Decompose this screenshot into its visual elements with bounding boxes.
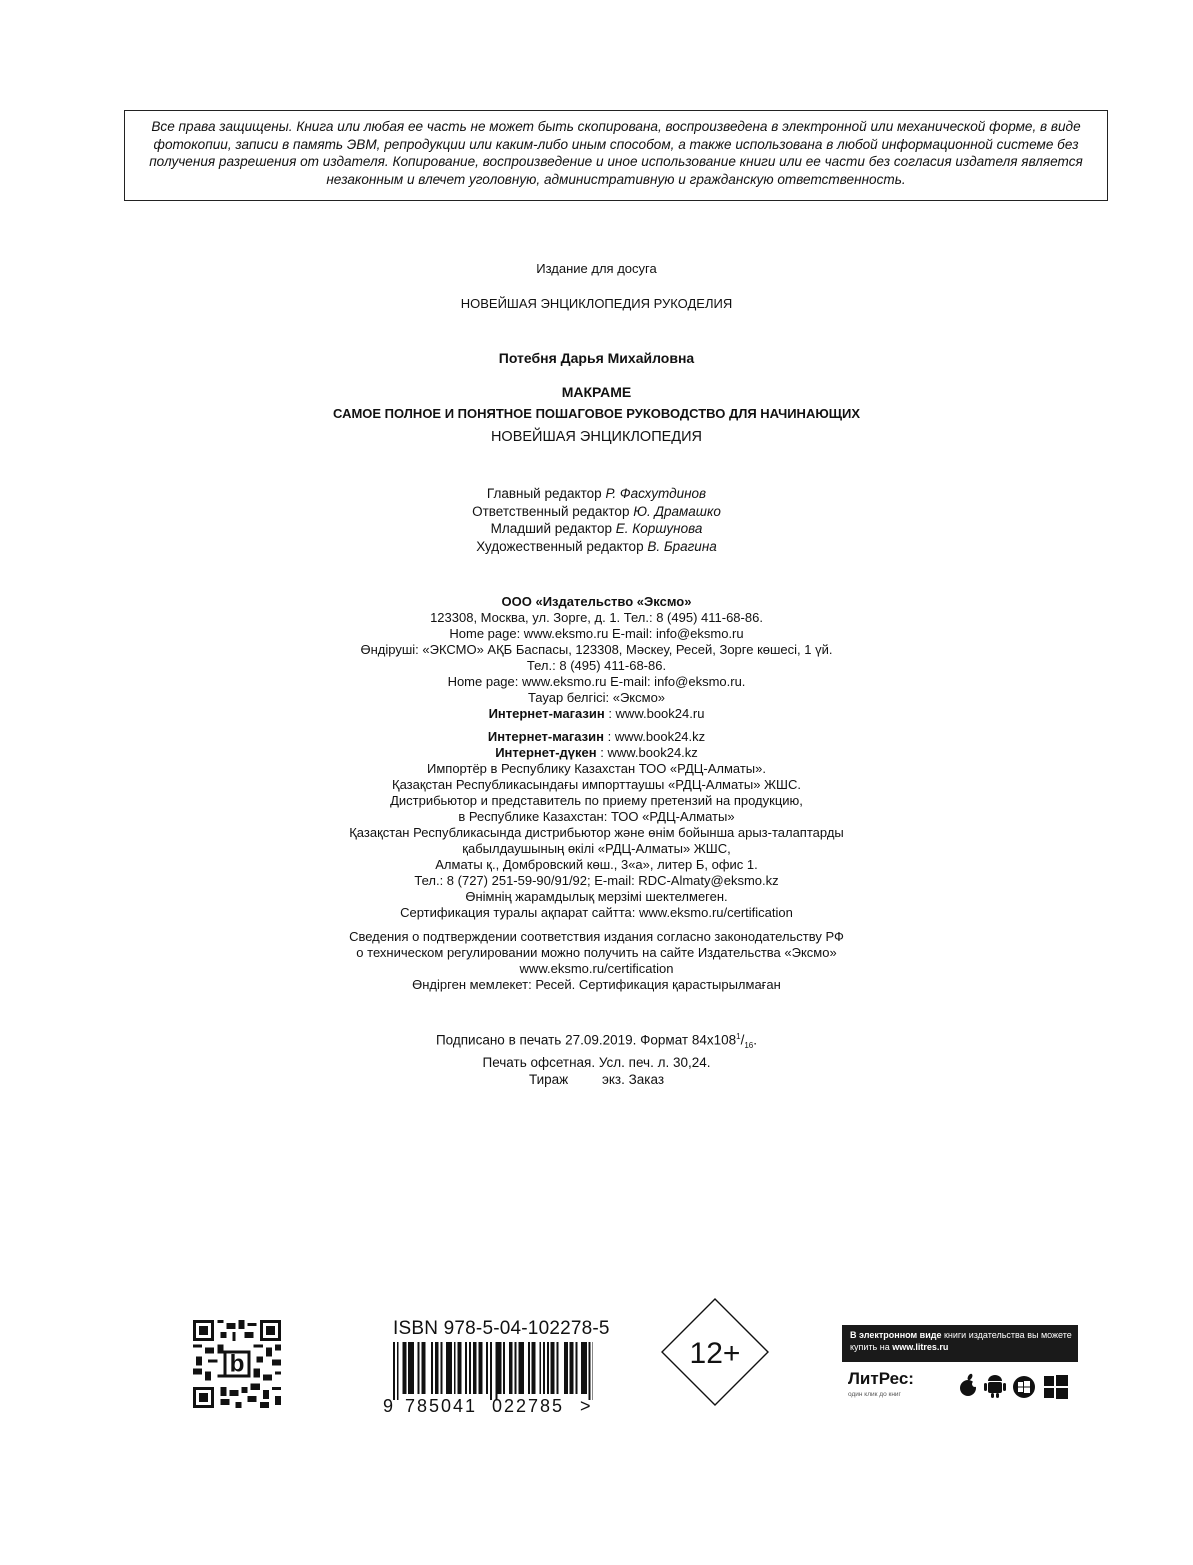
barcode-bar <box>403 1342 405 1394</box>
online-shop-ru: Интернет-магазин : www.book24.ru <box>488 706 705 721</box>
litres-logo: ЛитРес: <box>848 1369 914 1388</box>
barcode-bar <box>589 1342 591 1400</box>
platform-icons <box>956 1371 1074 1401</box>
barcode-bar <box>572 1342 574 1394</box>
barcode-bar <box>511 1342 513 1394</box>
barcode-bar <box>431 1342 433 1394</box>
editors-list <box>0 485 1193 555</box>
barcode-bar <box>556 1342 558 1394</box>
barcode-bar <box>460 1342 462 1394</box>
litres-promo: В электронном виде книги издательства вы можете купить на www.litres.ru <box>842 1325 1078 1362</box>
barcode-bar <box>543 1342 545 1394</box>
barcode-end-mark: > <box>580 1396 591 1414</box>
barcode-bar <box>393 1342 395 1400</box>
windows-icon <box>1044 1375 1068 1399</box>
barcode-bar <box>522 1342 524 1394</box>
barcode-bar <box>423 1342 425 1394</box>
barcode-bar <box>418 1342 420 1394</box>
barcode-bar <box>564 1342 566 1394</box>
editor-line: Главный редактор Р. Фасхутдинов <box>486 486 707 501</box>
barcode-bar <box>570 1342 572 1394</box>
publisher-name: ООО «Издательство «Эксмо» <box>501 594 692 609</box>
svg-text:b: b <box>229 1350 245 1378</box>
barcode-bar <box>441 1342 443 1394</box>
publisher-contacts: 123308, Москва, ул. Зорге, д. 1. Тел.: 8 (495) 411-68-86. Home page: www.eksmo.ru E-mail: info@eksmo.ru Өндіруші: «ЭКСМО» АҚБ Баспасы, 123308, Мәскеу, Ресей, Зорге көшесі, 1 үй. Тел.: 8 (495) 411-68-86. Home page: www.eksmo.ru E-mail: info@eksmo.ru. Тауар белгісі: «Эксмо» Интернет-магазин : www.book24.ru <box>0 610 1193 722</box>
barcode-bar <box>566 1342 568 1394</box>
barcode-bar <box>585 1342 587 1394</box>
barcode-bar <box>410 1342 412 1394</box>
barcode-bar <box>486 1342 488 1394</box>
copyright-notice: Все права защищены. Книга или любая ее часть не может быть скопирована, воспроизведена в электронной или механической форме, в виде фотокопии, записи в память ЭВМ, репродукции или каким-либо иным способом, а также использована в любой информационной системе без получения разрешения от издателя. Копирование, воспроизведение и иное использование книги или ее части без согласия издателя является незаконным и влечет уголовную, административную и гражданскую ответственность. <box>124 110 1108 201</box>
barcode-bar <box>412 1342 414 1394</box>
barcode-bar <box>583 1342 585 1394</box>
barcode-bar <box>499 1342 501 1394</box>
barcode-bar <box>520 1342 522 1394</box>
litres-tagline: один клик до книг <box>848 1391 901 1398</box>
online-shop-kz: Интернет-магазин : www.book24.kz <box>487 729 706 744</box>
barcode-bar <box>446 1342 448 1394</box>
barcode-bar <box>448 1342 450 1394</box>
isbn-barcode <box>383 1342 593 1414</box>
barcode-bar <box>465 1342 467 1394</box>
edition-type: Издание для досуга <box>536 261 657 276</box>
barcode-bar <box>469 1342 471 1394</box>
barcode-bar <box>553 1342 555 1394</box>
barcode-bar <box>509 1342 511 1394</box>
barcode-bar <box>473 1342 475 1394</box>
editor-line: Младший редактор Е. Коршунова <box>490 521 703 536</box>
barcode-bar <box>397 1342 399 1400</box>
barcode-bar <box>496 1342 498 1400</box>
barcode-bar <box>528 1342 530 1394</box>
barcode-bar <box>490 1342 492 1400</box>
windows-phone-icon <box>1013 1376 1035 1398</box>
age-rating-text: 12+ <box>689 1337 741 1370</box>
barcode-bar <box>518 1342 520 1394</box>
age-rating-badge <box>660 1297 770 1407</box>
barcode-bar <box>479 1342 481 1394</box>
barcode-bar <box>422 1342 424 1394</box>
litres-banner <box>842 1325 1078 1411</box>
kz-distribution: Интернет-магазин : www.book24.kz Интернет-дүкен : www.book24.kz Импортёр в Республику Казахстан ТОО «РДЦ-Алматы». Қазақстан Республикасындағы импорттаушы «РДЦ-Алматы» ЖШС. Дистрибьютор и представитель по приему претензий на продукцию, в Республике Казахстан: ТОО «РДЦ-Алматы» Қазақстан Республикасында дистрибьютор және өнім бойынша арыз-талаптарды қабылдаушының өкілі «РДЦ-Алматы» ЖШС, Алматы қ., Домбровский көш., 3«а», литер Б, офис 1. Тел.: 8 (727) 251-59-90/91/92; E-mail: RDC-Almaty@eksmo.kz Өнімнің жарамдылық мерзімі шектелмеген. Сертификация туралы ақпарат сайтта: www.eksmo.ru/certification <box>0 729 1193 921</box>
barcode-bar <box>458 1342 460 1394</box>
barcode-bar <box>532 1342 534 1394</box>
apple-icon <box>960 1373 978 1396</box>
android-icon <box>984 1375 1006 1398</box>
series-title: НОВЕЙШАЯ ЭНЦИКЛОПЕДИЯ РУКОДЕЛИЯ <box>460 296 733 311</box>
isbn-number: ISBN 978-5-04-102278-5 <box>393 1318 610 1339</box>
barcode-bar <box>539 1342 541 1394</box>
online-shop-kz-kazakh: Интернет-дүкен : www.book24.kz <box>495 745 698 760</box>
barcode-left-digits: 785041 <box>404 1396 478 1414</box>
barcode-bar <box>435 1342 437 1394</box>
barcode-bar <box>480 1342 482 1394</box>
barcode-bar <box>575 1342 577 1394</box>
editor-line: Художественный редактор В. Брагина <box>476 538 717 554</box>
editor-line: Ответственный редактор Ю. Драмашко <box>472 503 721 519</box>
book-title: МАКРАМЕ <box>561 384 632 400</box>
author-name: Потебня Дарья Михайловна <box>498 350 695 366</box>
print-info: Подписано в печать 27.09.2019. Формат $84x108^1/_{16}$. Печать офсетная. Усл. печ. л. 30,24. Тираж экз. Заказ <box>0 1028 1193 1088</box>
barcode-bar <box>450 1342 452 1394</box>
certification-info: Сведения о подтверждении соответствия издания согласно законодательству РФ о техническом регулировании можно получить на сайте Издательства «Эксмо» www.eksmo.ru/certification Өндірген мемлекет: Ресей. Сертификация қарастырылмаған <box>349 929 844 992</box>
barcode-bar <box>515 1342 517 1394</box>
barcode-bar <box>475 1342 477 1394</box>
barcode-bar <box>498 1342 500 1394</box>
barcode-first-digit: 9 <box>383 1396 394 1414</box>
book-subtitle-2: НОВЕЙШАЯ ЭНЦИКЛОПЕДИЯ <box>490 429 703 445</box>
barcode-bar <box>534 1342 536 1394</box>
barcode-bar <box>547 1342 549 1394</box>
print-signed: Подписано в печать 27.09.2019. Формат $84x108^1/_{16}$. <box>435 1032 758 1051</box>
barcode-bar <box>593 1342 594 1400</box>
barcode-bar <box>404 1342 406 1394</box>
barcode-bar <box>551 1342 553 1394</box>
barcode-bar <box>581 1342 583 1394</box>
barcode-bar <box>408 1342 410 1394</box>
book-subtitle: САМОЕ ПОЛНОЕ И ПОНЯТНОЕ ПОШАГОВОЕ РУКОВОДСТВО ДЛЯ НАЧИНАЮЩИХ <box>333 406 860 421</box>
barcode-bar <box>454 1342 456 1394</box>
qr-code <box>193 1320 281 1408</box>
barcode-right-digits: 022785 <box>491 1396 565 1414</box>
barcode-bar <box>503 1342 505 1394</box>
barcode-bar <box>437 1342 439 1394</box>
